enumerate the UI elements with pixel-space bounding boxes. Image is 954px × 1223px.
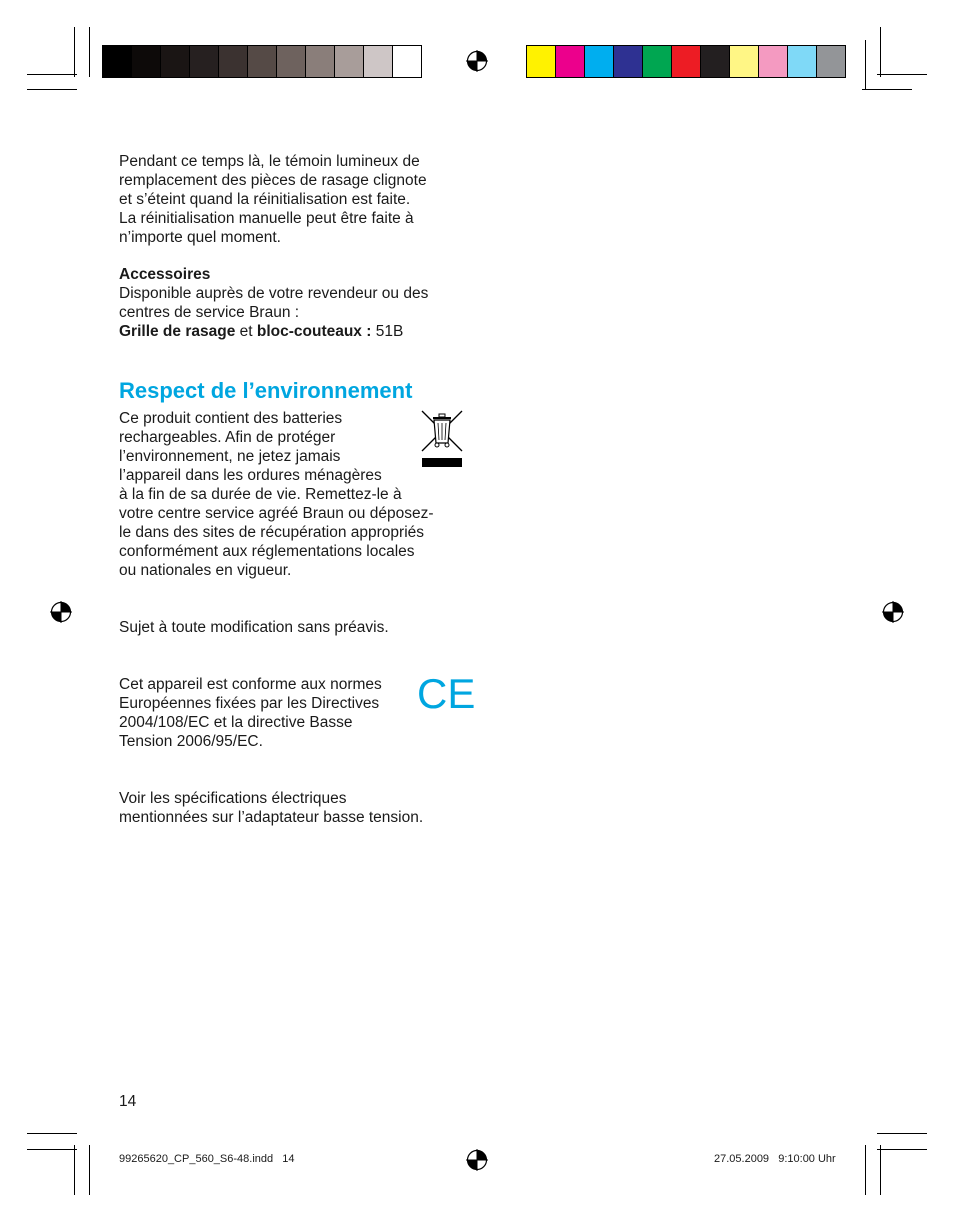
crop-mark	[27, 1149, 77, 1150]
crop-mark	[877, 74, 927, 75]
crossed-out-bin-icon	[420, 409, 464, 471]
accessories-heading: Accessoires	[119, 266, 211, 283]
crop-mark	[74, 27, 75, 77]
color-swatch	[817, 46, 845, 77]
color-swatch	[585, 46, 614, 77]
color-swatch	[364, 46, 393, 77]
slug-filename: 99265620_CP_560_S6-48.indd 14	[119, 1153, 295, 1165]
color-swatch	[730, 46, 759, 77]
color-swatch	[219, 46, 248, 77]
crop-mark	[877, 1133, 927, 1134]
color-swatch	[393, 46, 421, 77]
accessories-section: Accessoires Disponible auprès de votre revendeur ou des centres de service Braun : Grille de rasage et bloc-couteaux : 51B	[119, 266, 429, 340]
crop-mark	[862, 89, 912, 90]
crop-mark	[89, 1145, 90, 1195]
crop-mark	[880, 1145, 881, 1195]
color-swatch	[614, 46, 643, 77]
crop-mark	[865, 40, 866, 90]
crop-mark	[27, 74, 77, 75]
conformity-paragraph: CE Cet appareil est conforme aux normes Européennes fixées par les Directives 2004/108/EC et la directive Basse Tension 2006/95/EC.	[119, 670, 476, 750]
main-text-column	[119, 152, 476, 827]
environment-paragraph: Ce produit contient des batteries rechargeables. Afin de protéger l’environnement, ne jetez jamais l’appareil dans les ordures ménagères à la fin de sa durée de vie. Remettez-le à votre centre service agréé Braun ou déposez- le dans des sites de récupération appropriés conformément aux réglementations locales ou nationales en vigueur.	[119, 409, 464, 580]
color-swatch	[556, 46, 585, 77]
color-swatch	[643, 46, 672, 77]
page-number: 14	[119, 1093, 137, 1110]
color-swatch	[132, 46, 161, 77]
registration-mark-icon	[882, 601, 904, 623]
color-swatch	[190, 46, 219, 77]
specs-paragraph: Voir les spécifications électriques mentionnées sur l’adaptateur basse tension.	[119, 790, 424, 826]
svg-text:CE: CE	[417, 670, 476, 717]
color-swatch	[335, 46, 364, 77]
process-color-bar	[526, 45, 846, 78]
grayscale-color-bar	[102, 45, 422, 78]
color-swatch	[248, 46, 277, 77]
intro-paragraph: Pendant ce temps là, le témoin lumineux de remplacement des pièces de rasage clignote et s’éteint quand la réinitialisation est faite. La réinitialisation manuelle peut être faite à n’importe quel moment.	[119, 153, 427, 246]
color-swatch	[277, 46, 306, 77]
crop-mark	[27, 1133, 77, 1134]
crop-mark	[74, 1145, 75, 1195]
crop-mark	[880, 27, 881, 77]
color-swatch	[103, 46, 132, 77]
slug-timestamp: 27.05.2009 9:10:00 Uhr	[714, 1153, 836, 1165]
color-swatch	[672, 46, 701, 77]
ce-mark-icon	[417, 670, 476, 717]
registration-mark-icon	[50, 601, 72, 623]
crop-mark	[865, 1145, 866, 1195]
registration-mark-icon	[466, 50, 488, 72]
color-swatch	[306, 46, 335, 77]
color-swatch	[527, 46, 556, 77]
registration-mark-icon	[466, 1149, 488, 1171]
color-swatch	[759, 46, 788, 77]
notice-text: Sujet à toute modification sans préavis.	[119, 619, 389, 636]
environment-heading: Respect de l’environnement	[119, 378, 413, 403]
color-swatch	[788, 46, 817, 77]
crop-mark	[89, 27, 90, 77]
crop-mark	[877, 1149, 927, 1150]
color-swatch	[701, 46, 730, 77]
crop-mark	[27, 89, 77, 90]
color-swatch	[161, 46, 190, 77]
